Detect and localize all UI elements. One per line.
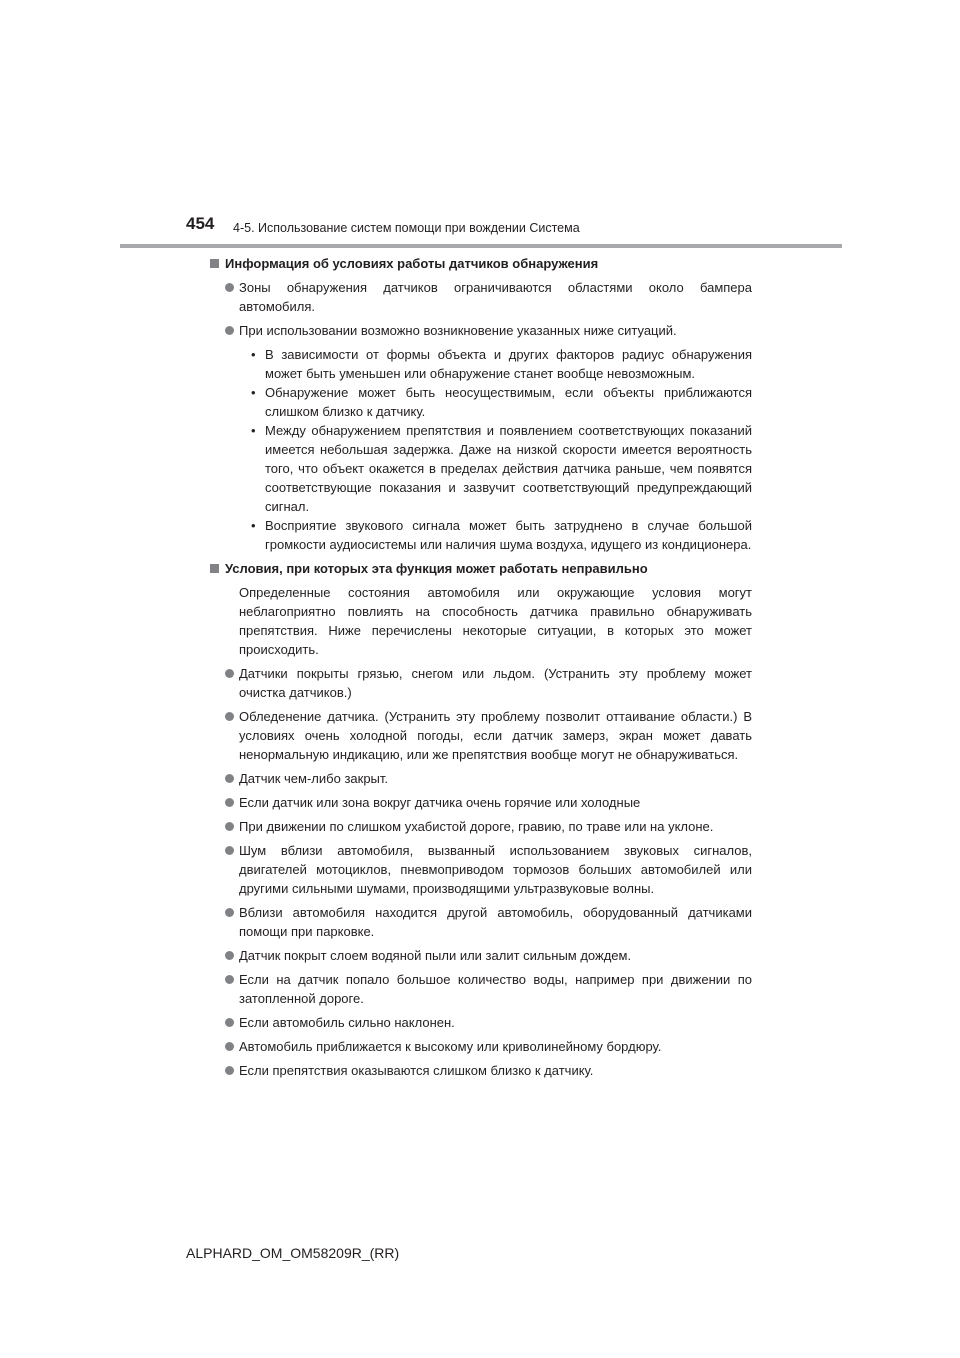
section-heading bbox=[210, 254, 752, 273]
list-item bbox=[210, 970, 752, 1008]
dot-bullet-icon: • bbox=[251, 518, 256, 533]
circle-bullet-icon bbox=[225, 283, 234, 292]
list-item bbox=[210, 817, 752, 836]
list-item-text: Шум вблизи автомобиля, вызванный использованием звуковых сигналов, двигателей мотоциклов, пневмоприводом тормозов больших автомобилей или другими сильными шумами, производящими ультразвуковые волны. bbox=[239, 843, 752, 896]
list-item bbox=[210, 1013, 752, 1032]
list-item bbox=[210, 707, 752, 764]
list-item-text: При движении по слишком ухабистой дороге, гравию, по траве или на уклоне. bbox=[239, 819, 714, 834]
list-item-text: Вблизи автомобиля находится другой автомобиль, оборудованный датчиками помощи при парковке. bbox=[239, 905, 752, 939]
list-item bbox=[210, 1061, 752, 1080]
document-code: ALPHARD_OM_OM58209R_(RR) bbox=[186, 1245, 400, 1261]
circle-bullet-icon bbox=[225, 326, 234, 335]
section-heading-text: Информация об условиях работы датчиков обнаружения bbox=[225, 256, 599, 271]
sub-list-item bbox=[251, 383, 752, 421]
sub-list-item-text: Восприятие звукового сигнала может быть затруднено в случае большой громкости аудиосистемы или наличия шума воздуха, идущего из кондиционера. bbox=[265, 518, 752, 552]
circle-bullet-icon bbox=[225, 712, 234, 721]
circle-bullet-icon bbox=[225, 1018, 234, 1027]
sub-list-item-text: В зависимости от формы объекта и других факторов радиус обнаружения может быть уменьшен или обнаружение станет вообще невозможным. bbox=[265, 347, 752, 381]
circle-bullet-icon bbox=[225, 1066, 234, 1075]
sub-list-item bbox=[251, 421, 752, 516]
list-item bbox=[210, 841, 752, 898]
sub-list-item bbox=[251, 345, 752, 383]
section-heading bbox=[210, 559, 752, 578]
list-item bbox=[210, 793, 752, 812]
circle-bullet-icon bbox=[225, 774, 234, 783]
list-item bbox=[210, 664, 752, 702]
sub-list-item-text: Обнаружение может быть неосуществимым, если объекты приближаются слишком близко к датчику. bbox=[265, 385, 752, 419]
sub-list-item-text: Между обнаружением препятствия и появлением соответствующих показаний имеется небольшая задержка. Даже на низкой скорости имеется вероятность того, что объект окажется в пределах действия датчика раньше, чем появятся соответствующие показания и зазвучит соответствующий предупреждающий сигнал. bbox=[265, 423, 752, 514]
list-item-text: Датчик чем-либо закрыт. bbox=[239, 771, 389, 786]
dot-bullet-icon: • bbox=[251, 385, 256, 400]
chapter-title: 4-5. Использование систем помощи при вождении Система bbox=[233, 221, 580, 235]
sub-list-item bbox=[251, 516, 752, 554]
list-item-text: При использовании возможно возникновение указанных ниже ситуаций. bbox=[239, 323, 677, 338]
circle-bullet-icon bbox=[225, 908, 234, 917]
list-item-text: Зоны обнаружения датчиков ограничиваются областями около бампера автомобиля. bbox=[239, 280, 752, 314]
header-divider bbox=[120, 244, 842, 248]
list-item-text: Если автомобиль сильно наклонен. bbox=[239, 1015, 455, 1030]
list-item bbox=[210, 769, 752, 788]
circle-bullet-icon bbox=[225, 798, 234, 807]
circle-bullet-icon bbox=[225, 669, 234, 678]
circle-bullet-icon bbox=[225, 1042, 234, 1051]
list-item bbox=[210, 278, 752, 316]
intro-paragraph: Определенные состояния автомобиля или окружающие условия могут неблагоприятно повлиять на способность датчика правильно обнаруживать препятствия. Ниже перечислены некоторые ситуации, в которых это может происходить. bbox=[239, 585, 752, 657]
list-item bbox=[210, 946, 752, 965]
section-heading-text: Условия, при которых эта функция может работать неправильно bbox=[225, 561, 648, 576]
page-number: 454 bbox=[186, 214, 215, 233]
page-content bbox=[210, 254, 752, 1085]
list-item bbox=[210, 321, 752, 340]
circle-bullet-icon bbox=[225, 975, 234, 984]
square-bullet-icon bbox=[210, 259, 219, 268]
list-item bbox=[210, 1037, 752, 1056]
circle-bullet-icon bbox=[225, 951, 234, 960]
list-item-text: Если на датчик попало большое количество воды, например при движении по затопленной дороге. bbox=[239, 972, 752, 1006]
list-item bbox=[210, 903, 752, 941]
list-item-text: Если датчик или зона вокруг датчика очень горячие или холодные bbox=[239, 795, 641, 810]
list-item-text: Автомобиль приближается к высокому или криволинейному бордюру. bbox=[239, 1039, 662, 1054]
circle-bullet-icon bbox=[225, 846, 234, 855]
dot-bullet-icon: • bbox=[251, 347, 256, 362]
square-bullet-icon bbox=[210, 564, 219, 573]
sub-list bbox=[210, 345, 752, 554]
list-item-text: Датчик покрыт слоем водяной пыли или залит сильным дождем. bbox=[239, 948, 632, 963]
list-item-text: Если препятствия оказываются слишком близко к датчику. bbox=[239, 1063, 594, 1078]
dot-bullet-icon: • bbox=[251, 423, 256, 438]
circle-bullet-icon bbox=[225, 822, 234, 831]
list-item-text: Датчики покрыты грязью, снегом или льдом. (Устранить эту проблему может очистка датчиков.) bbox=[239, 666, 752, 700]
list-item-text: Обледенение датчика. (Устранить эту проблему позволит оттаивание области.) В условиях очень холодной погоды, если датчик замерз, экран может давать ненормальную индикацию, или же препятствия вообще могут не обнаруживаться. bbox=[239, 709, 752, 762]
